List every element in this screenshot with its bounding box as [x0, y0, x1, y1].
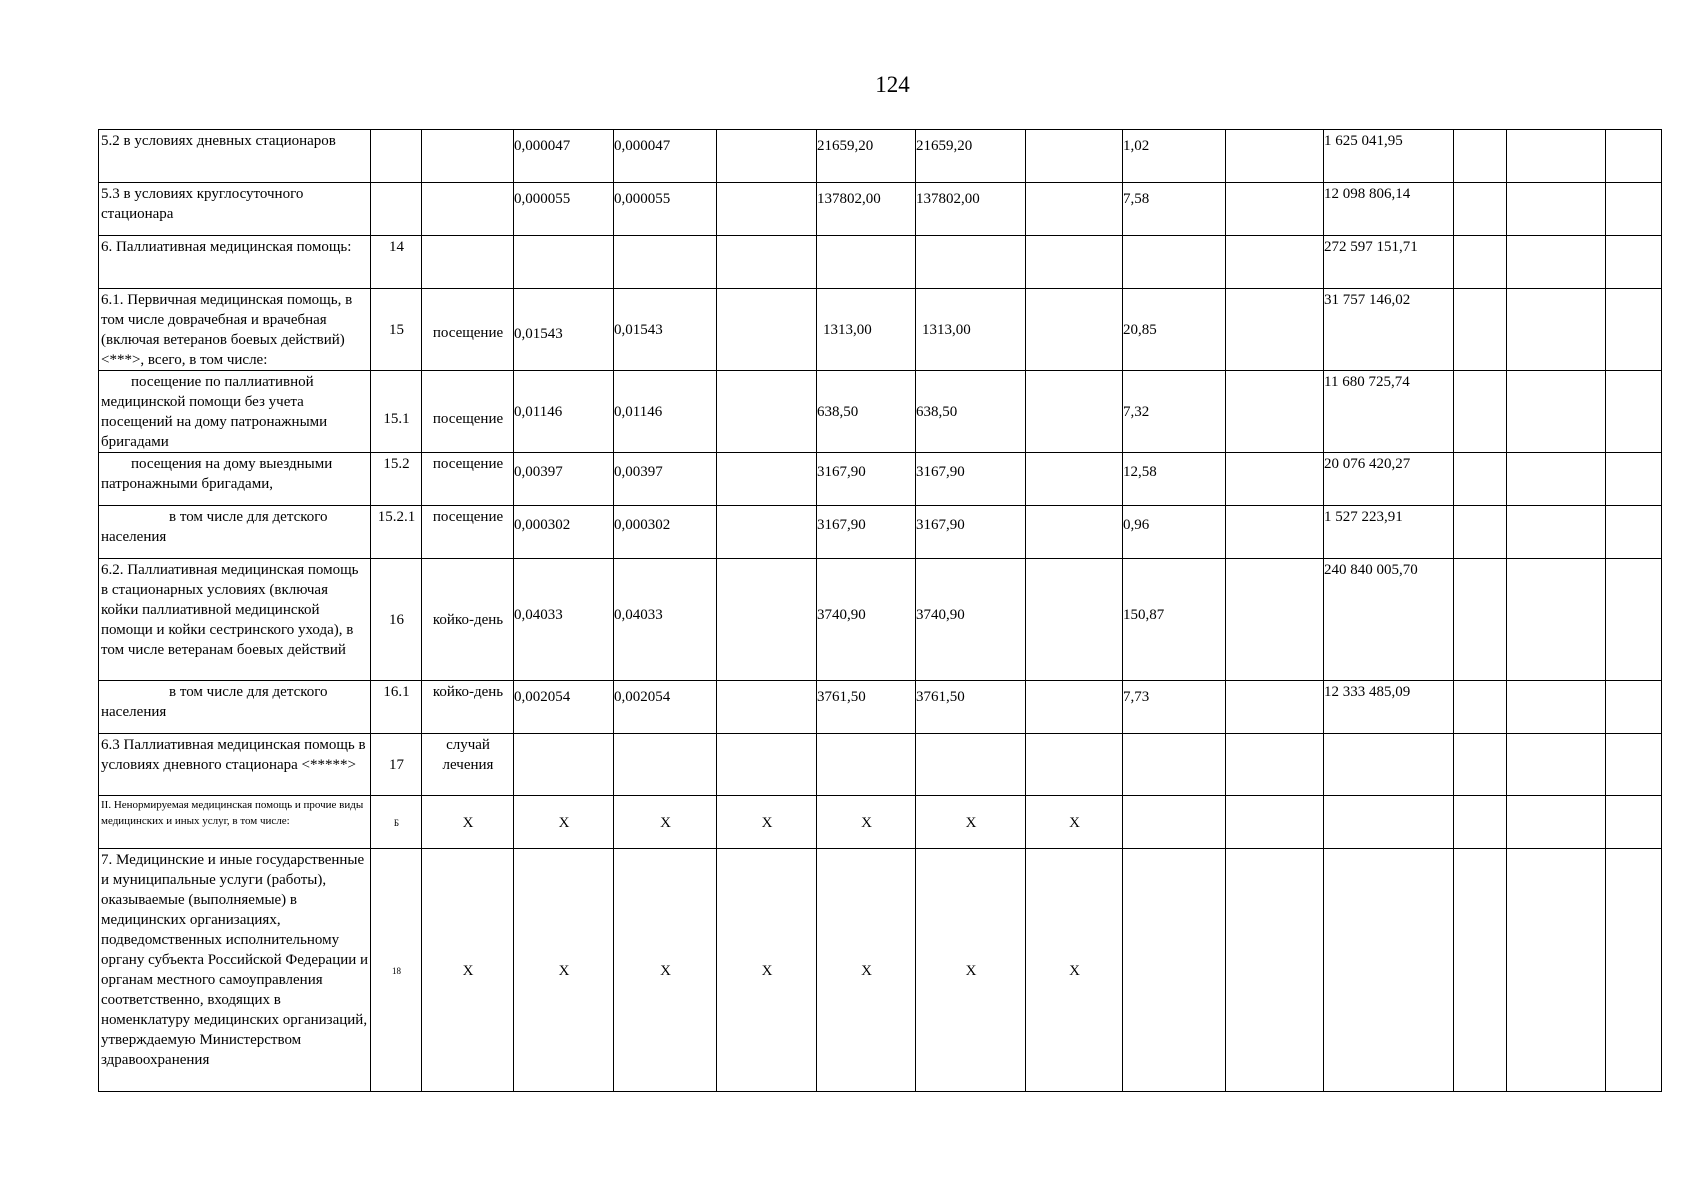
row-norm-2 [614, 734, 717, 796]
row-norm-2: 0,000047 [614, 130, 717, 183]
table-row [99, 289, 1662, 371]
row-name: 6.1. Первичная медицинская помощь, в том числе доврачебная и врачебная (включая ветеранов боевых действий) <***>, всего, в том числе: [99, 289, 371, 371]
row-cell [1606, 506, 1662, 559]
row-total: 12 333 485,09 [1324, 681, 1454, 734]
table-row [99, 734, 1662, 796]
row-norm-1: 0,002054 [514, 681, 614, 734]
row-per-capita: 20,85 [1123, 289, 1226, 371]
row-name: 6.2. Паллиативная медицинская помощь в стационарных условиях (включая койки паллиативной медицинской помощи и койки сестринского ухода), в том числе ветеранам боевых действий [99, 559, 371, 681]
row-unit [422, 130, 514, 183]
row-cell [717, 183, 817, 236]
row-code: 16 [371, 559, 422, 681]
row-name: 5.2 в условиях дневных стационаров [99, 130, 371, 183]
row-cell [1606, 734, 1662, 796]
row-total: 1 527 223,91 [1324, 506, 1454, 559]
row-per-capita [1123, 236, 1226, 289]
row-cell [1226, 289, 1324, 371]
row-cell [1026, 371, 1123, 453]
row-cost-2: X [916, 796, 1026, 849]
row-unit: посещение [422, 371, 514, 453]
row-cell [1226, 796, 1324, 849]
row-cell [1226, 183, 1324, 236]
row-cell [1606, 849, 1662, 1092]
row-cell [1454, 453, 1507, 506]
row-per-capita: 150,87 [1123, 559, 1226, 681]
row-cell [1507, 236, 1606, 289]
row-cell [1026, 453, 1123, 506]
row-code: 16.1 [371, 681, 422, 734]
row-norm-2 [614, 236, 717, 289]
row-name: посещение по паллиативной медицинской помощи без учета посещений на дому патронажными бригадами [99, 371, 371, 453]
table-row [99, 371, 1662, 453]
row-code: 18 [371, 849, 422, 1092]
table-row [99, 849, 1662, 1092]
row-code [371, 183, 422, 236]
row-unit: посещение [422, 506, 514, 559]
row-cell [1507, 130, 1606, 183]
row-cost-1: 21659,20 [817, 130, 916, 183]
row-name: 6.3 Паллиативная медицинская помощь в условиях дневного стационара <*****> [99, 734, 371, 796]
row-cost-1 [817, 236, 916, 289]
row-cell [1226, 734, 1324, 796]
row-name: 7. Медицинские и иные государственные и муниципальные услуги (работы), оказываемые (выполняемые) в медицинских организациях, подведомственных исполнительному органу субъекта Российской Федерации и органам местного самоуправления соответственно, входящих в номенклатуру медицинских организаций, утверждаемую Министерством здравоохранения [99, 849, 371, 1092]
row-cell [1026, 734, 1123, 796]
row-cost-2: 1313,00 [916, 289, 1026, 371]
row-cell [1454, 734, 1507, 796]
row-cell [1606, 236, 1662, 289]
row-total [1324, 734, 1454, 796]
row-norm-1: 0,000302 [514, 506, 614, 559]
row-cell [1606, 371, 1662, 453]
row-code: 15.1 [371, 371, 422, 453]
row-norm-2: X [614, 849, 717, 1092]
table-row [99, 183, 1662, 236]
row-total: 272 597 151,71 [1324, 236, 1454, 289]
row-cell [1507, 796, 1606, 849]
row-norm-1 [514, 734, 614, 796]
row-cell: X [717, 796, 817, 849]
row-code: 15.2.1 [371, 506, 422, 559]
table-row [99, 236, 1662, 289]
row-cell [1454, 371, 1507, 453]
row-norm-2: 0,000055 [614, 183, 717, 236]
table-row [99, 453, 1662, 506]
row-cell [1454, 236, 1507, 289]
row-cell [1226, 849, 1324, 1092]
row-cost-2 [916, 236, 1026, 289]
row-cost-1: 3740,90 [817, 559, 916, 681]
row-total: 12 098 806,14 [1324, 183, 1454, 236]
row-cell [717, 559, 817, 681]
row-cell [1507, 453, 1606, 506]
row-unit [422, 236, 514, 289]
row-unit: X [422, 796, 514, 849]
row-cell [1026, 289, 1123, 371]
row-cell [717, 453, 817, 506]
row-total [1324, 796, 1454, 849]
row-total [1324, 849, 1454, 1092]
row-cost-2: 3167,90 [916, 453, 1026, 506]
row-code: 14 [371, 236, 422, 289]
row-norm-2: 0,00397 [614, 453, 717, 506]
row-norm-2: X [614, 796, 717, 849]
row-norm-2: 0,002054 [614, 681, 717, 734]
row-cell [1026, 183, 1123, 236]
row-cell [1507, 559, 1606, 681]
row-cell [1226, 453, 1324, 506]
row-cell [1026, 236, 1123, 289]
row-code: 15.2 [371, 453, 422, 506]
row-cell [1454, 183, 1507, 236]
row-cost-1: 3761,50 [817, 681, 916, 734]
row-cell [1226, 236, 1324, 289]
row-unit: случай лечения [422, 734, 514, 796]
row-cell [1507, 371, 1606, 453]
row-cost-2: 137802,00 [916, 183, 1026, 236]
row-cost-1: X [817, 849, 916, 1092]
row-cell [1454, 506, 1507, 559]
row-code: 15 [371, 289, 422, 371]
row-name: 6. Паллиативная медицинская помощь: [99, 236, 371, 289]
row-per-capita [1123, 796, 1226, 849]
row-norm-1: 0,04033 [514, 559, 614, 681]
row-per-capita: 7,58 [1123, 183, 1226, 236]
row-cell [1026, 559, 1123, 681]
row-cell [1507, 681, 1606, 734]
row-unit: койко-день [422, 559, 514, 681]
row-code: Б [371, 796, 422, 849]
row-cost-1: 638,50 [817, 371, 916, 453]
row-cell [1226, 130, 1324, 183]
row-cell [1454, 130, 1507, 183]
row-norm-2: 0,01543 [614, 289, 717, 371]
row-unit: X [422, 849, 514, 1092]
row-cell [1606, 796, 1662, 849]
row-cell [717, 236, 817, 289]
row-norm-1: X [514, 796, 614, 849]
row-cell [1507, 506, 1606, 559]
row-total: 20 076 420,27 [1324, 453, 1454, 506]
row-cell [1606, 559, 1662, 681]
row-cell [1226, 506, 1324, 559]
row-norm-1 [514, 236, 614, 289]
row-name: посещения на дому выездными патронажными бригадами, [99, 453, 371, 506]
row-per-capita: 7,73 [1123, 681, 1226, 734]
row-cell [1606, 681, 1662, 734]
row-norm-2: 0,04033 [614, 559, 717, 681]
row-cost-2: 3761,50 [916, 681, 1026, 734]
page-number: 124 [875, 72, 910, 97]
row-norm-1: 0,00397 [514, 453, 614, 506]
row-norm-2: 0,01146 [614, 371, 717, 453]
row-cell [717, 506, 817, 559]
row-cell [1454, 681, 1507, 734]
row-cell [1507, 289, 1606, 371]
row-name: в том числе для детского населения [99, 681, 371, 734]
row-norm-1: 0,01146 [514, 371, 614, 453]
row-cell [1606, 289, 1662, 371]
table-row [99, 559, 1662, 681]
row-cell [1026, 506, 1123, 559]
row-cell [1226, 559, 1324, 681]
row-per-capita: 0,96 [1123, 506, 1226, 559]
row-cost-1: 1313,00 [817, 289, 916, 371]
data-table [98, 129, 1662, 1092]
row-per-capita [1123, 849, 1226, 1092]
row-cell [1606, 183, 1662, 236]
row-cell [1606, 453, 1662, 506]
table-row [99, 681, 1662, 734]
row-cell [1226, 681, 1324, 734]
row-cell [1454, 849, 1507, 1092]
row-cell [1026, 681, 1123, 734]
row-name: II. Ненормируемая медицинская помощь и прочие виды медицинских и иных услуг, в том числе: [99, 796, 371, 849]
row-cell [1026, 130, 1123, 183]
row-unit: посещение [422, 453, 514, 506]
row-cell [717, 681, 817, 734]
row-unit [422, 183, 514, 236]
row-norm-1: 0,000055 [514, 183, 614, 236]
row-name: в том числе для детского населения [99, 506, 371, 559]
row-cell [1226, 371, 1324, 453]
row-cell [1606, 130, 1662, 183]
row-cell [1507, 183, 1606, 236]
row-per-capita: 7,32 [1123, 371, 1226, 453]
row-cost-2: 3167,90 [916, 506, 1026, 559]
row-cost-1 [817, 734, 916, 796]
row-name: 5.3 в условиях круглосуточного стационара [99, 183, 371, 236]
row-cell [1507, 734, 1606, 796]
row-cost-2: 638,50 [916, 371, 1026, 453]
row-cost-2: 21659,20 [916, 130, 1026, 183]
row-cell: X [1026, 796, 1123, 849]
row-cell [1454, 289, 1507, 371]
row-cost-2 [916, 734, 1026, 796]
row-cost-2: X [916, 849, 1026, 1092]
row-cost-1: X [817, 796, 916, 849]
table-row [99, 506, 1662, 559]
row-total: 1 625 041,95 [1324, 130, 1454, 183]
row-code: 17 [371, 734, 422, 796]
table-row [99, 796, 1662, 849]
row-per-capita [1123, 734, 1226, 796]
row-total: 11 680 725,74 [1324, 371, 1454, 453]
table-row [99, 130, 1662, 183]
row-code [371, 130, 422, 183]
row-cell [1454, 559, 1507, 681]
row-cell [717, 130, 817, 183]
row-cost-1: 3167,90 [817, 506, 916, 559]
row-norm-2: 0,000302 [614, 506, 717, 559]
row-cell: X [717, 849, 817, 1092]
row-unit: койко-день [422, 681, 514, 734]
row-cost-2: 3740,90 [916, 559, 1026, 681]
row-norm-1: 0,000047 [514, 130, 614, 183]
row-norm-1: X [514, 849, 614, 1092]
row-unit: посещение [422, 289, 514, 371]
row-cell [717, 371, 817, 453]
row-total: 31 757 146,02 [1324, 289, 1454, 371]
row-cell [717, 734, 817, 796]
row-cell [1454, 796, 1507, 849]
row-cell [717, 289, 817, 371]
row-per-capita: 1,02 [1123, 130, 1226, 183]
row-cost-1: 3167,90 [817, 453, 916, 506]
row-cell: X [1026, 849, 1123, 1092]
row-cost-1: 137802,00 [817, 183, 916, 236]
row-cell [1507, 849, 1606, 1092]
row-total: 240 840 005,70 [1324, 559, 1454, 681]
row-per-capita: 12,58 [1123, 453, 1226, 506]
row-norm-1: 0,01543 [514, 289, 614, 371]
